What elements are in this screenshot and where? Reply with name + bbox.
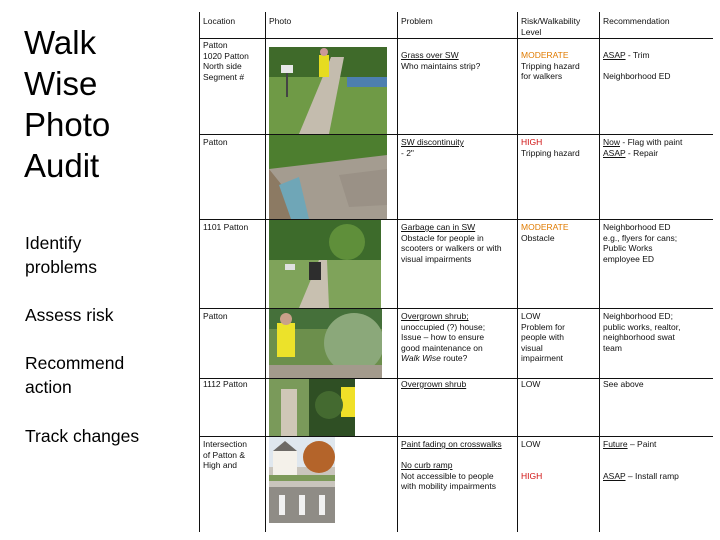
rec-rest: – Paint — [627, 439, 657, 449]
row-1-recommendation-2: Neighborhood ED — [603, 71, 671, 81]
row-3-location: 1101 Patton — [203, 222, 249, 232]
bullet-assess-risk — [25, 303, 113, 327]
row-2-problem-detail: - 2" — [401, 147, 414, 158]
rec-rest: - Trim — [625, 50, 650, 60]
table-column-divider — [397, 12, 398, 532]
row-4-recommendation: Neighborhood ED; public works, realtor, neighborhood swat team — [603, 311, 681, 353]
row-3-problem-title: Garbage can in SW — [401, 222, 476, 232]
table-column-divider — [265, 12, 266, 532]
table-column-divider — [599, 12, 600, 532]
problem-route-name: Walk Wise — [401, 353, 441, 363]
title-line: Walk — [24, 24, 97, 61]
page-title — [24, 22, 110, 186]
bullet-line: problems — [25, 257, 97, 277]
row-5-recommendation: See above — [603, 379, 644, 389]
row-5-risk: LOW — [521, 379, 541, 389]
row-6-location: Intersection of Patton & High and — [203, 439, 247, 470]
rec-rest: – Install ramp — [625, 470, 679, 481]
row-2-location: Patton — [203, 137, 228, 147]
bullet-identify-problems — [25, 231, 97, 279]
header-risk: Risk/Walkability Level — [521, 16, 581, 37]
row-1-location: Patton 1020 Patton North side Segment # — [203, 40, 249, 82]
row-5-problem-title: Overgrown shrub — [401, 379, 467, 389]
row-4-risk: LOW Problem for people with visual impairment — [521, 311, 565, 363]
table-column-divider — [517, 12, 518, 532]
problem-text: route? — [440, 353, 468, 363]
bullet-line: Track changes — [25, 426, 140, 446]
header-location: Location — [203, 16, 236, 26]
header-problem: Problem — [401, 16, 433, 26]
row-3-recommendation: Neighborhood ED e.g., flyers for cans; Public Works employee ED — [603, 222, 678, 264]
row-2-risk-level: HIGH — [521, 137, 543, 147]
rec-key: Future — [603, 439, 628, 449]
bullet-recommend-action — [25, 351, 124, 399]
row-6-problem-2-detail: Not accessible to people with mobility impairments — [401, 470, 496, 491]
row-2-recommendation-2 — [603, 148, 658, 159]
row-4-location: Patton — [203, 311, 228, 321]
row-2-recommendation-1 — [603, 137, 682, 148]
rec-key: ASAP — [603, 147, 626, 158]
title-line: Audit — [24, 147, 100, 184]
bullet-line: Assess risk — [25, 305, 114, 325]
rec-rest: - Flag with paint — [620, 137, 683, 147]
row-3-problem-detail: Obstacle for people in scooters or walkers or with visual impairments — [401, 232, 502, 264]
row-3-risk-detail: Obstacle — [521, 232, 555, 243]
row-4-problem-detail — [401, 322, 485, 364]
row-4-photo — [269, 309, 382, 378]
title-line: Wise — [24, 65, 98, 102]
row-5-photo — [269, 379, 355, 436]
problem-text: unoccupied (?) house; Issue – how to ensure good maintenance on — [401, 321, 486, 353]
row-6-problem-2-title: No curb ramp — [401, 460, 453, 470]
rec-key: ASAP — [603, 50, 626, 60]
table-row-divider — [199, 38, 713, 39]
audit-table — [199, 12, 713, 536]
row-6-recommendation-2 — [603, 471, 679, 482]
row-6-risk-2: HIGH — [521, 470, 543, 481]
row-6-photo — [269, 437, 335, 523]
header-photo: Photo — [269, 16, 292, 26]
row-1-risk-level: MODERATE — [521, 50, 569, 60]
row-3-risk-level: MODERATE — [521, 222, 569, 232]
row-1-problem-detail: Who maintains strip? — [401, 60, 481, 71]
bullet-line: Recommend — [25, 353, 125, 373]
bullet-track-changes — [25, 424, 139, 448]
row-1-problem-title: Grass over SW — [401, 50, 459, 60]
table-column-divider — [199, 12, 200, 532]
rec-key: Now — [603, 137, 621, 147]
row-6-risk-1: LOW — [521, 439, 541, 449]
row-2-problem-title: SW discontinuity — [401, 137, 464, 147]
title-line: Photo — [24, 106, 111, 143]
row-1-photo — [269, 47, 387, 134]
bullet-line: Identify — [25, 233, 82, 253]
row-6-problem-1-title: Paint fading on crosswalks — [401, 439, 502, 449]
bullet-line: action — [25, 377, 72, 397]
row-3-photo — [269, 220, 381, 308]
row-6-recommendation-1 — [603, 439, 656, 450]
row-1-risk-detail: Tripping hazard for walkers — [521, 60, 580, 81]
row-5-location: 1112 Patton — [203, 379, 248, 389]
header-recommendation: Recommendation — [603, 16, 670, 26]
row-2-photo — [269, 135, 387, 219]
row-4-problem-title: Overgrown shrub; — [401, 311, 469, 321]
row-1-recommendation-1 — [603, 50, 650, 61]
rec-key: ASAP — [603, 470, 626, 481]
row-2-risk-detail: Tripping hazard — [521, 147, 580, 158]
rec-rest: - Repair — [625, 147, 659, 158]
